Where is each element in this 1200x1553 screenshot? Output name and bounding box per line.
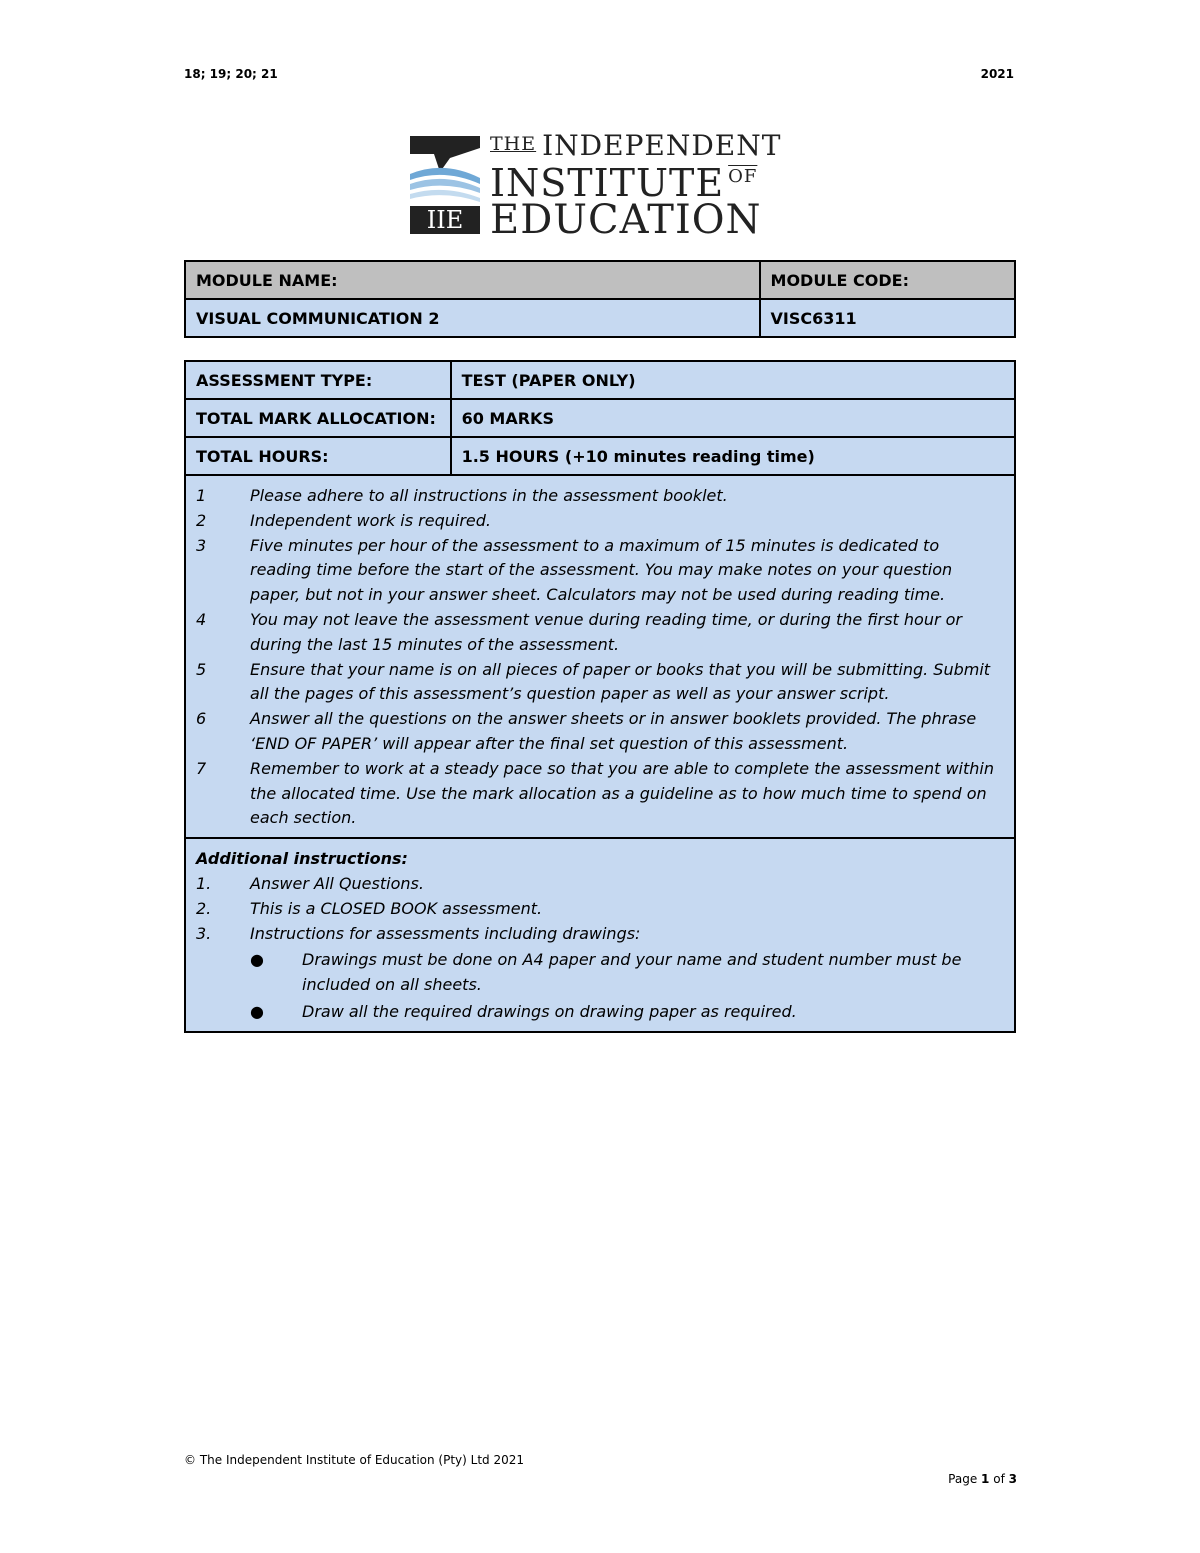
instruction-item: 7 Remember to work at a steady pace so that you are able to complete the assessment within the allocated time. Use the mark allocation as a guideline as to how much time to spend on each section. — [196, 758, 994, 828]
total-mark-label: TOTAL MARK ALLOCATION: — [185, 399, 451, 437]
header-year: 2021 — [980, 67, 1014, 81]
assessment-row — [185, 399, 1015, 437]
assessment-row — [185, 361, 1015, 399]
instruction-item: 6 Answer all the questions on the answer sheets or in answer booklets provided. The phrase ‘END OF PAPER’ will appear after the final set question of this assessment. — [196, 709, 977, 753]
bullet-item: ● Drawings must be done on A4 paper and your name and student number must be included on all sheets. — [250, 948, 1004, 998]
total-hours-label: TOTAL HOURS: — [185, 437, 451, 475]
module-code-value: VISC6311 — [760, 299, 1015, 337]
total-hours-value: 1.5 HOURS (+10 minutes reading time) — [451, 437, 1015, 475]
additional-item: 3. Instructions for assessments including drawings: — [196, 923, 641, 943]
instruction-item: 3 Five minutes per hour of the assessment to a maximum of 15 minutes is dedicated to reading time before the start of the assessment. You may make notes on your question paper, but not in your answer sheet. Calculators may not be used during reading time. — [196, 535, 953, 605]
instruction-item: 2 Independent work is required. — [196, 510, 491, 530]
module-name-value: VISUAL COMMUNICATION 2 — [185, 299, 760, 337]
additional-instructions-title: Additional instructions: — [196, 849, 408, 869]
logo-line3: EDUCATION — [490, 197, 762, 243]
assessment-type-value: TEST (PAPER ONLY) — [451, 361, 1015, 399]
instruction-item: 1 Please adhere to all instructions in the assessment booklet. — [196, 486, 728, 505]
assessment-type-label: ASSESSMENT TYPE: — [185, 361, 451, 399]
additional-item: 1. Answer All Questions. — [196, 873, 424, 893]
bullet-icon: ● — [250, 1001, 264, 1021]
svg-text:IIE: IIE — [426, 206, 464, 234]
total-mark-value: 60 MARKS — [451, 399, 1015, 437]
logo-line2: INSTITUTE — [490, 161, 725, 205]
bullet-item: ● Draw all the required drawings on drawing paper as required. — [250, 1000, 1004, 1025]
logo-the: THE — [490, 133, 537, 155]
instructions-cell — [185, 475, 1015, 838]
module-table — [184, 260, 1016, 338]
bullet-icon: ● — [250, 950, 264, 970]
iie-logo — [410, 129, 790, 243]
logo-of: OF — [728, 166, 758, 187]
instruction-item: 5 Ensure that your name is on all pieces of paper or books that you will be submitting. Submit all the pages of this assessment’s question paper as well as your answer script. — [196, 659, 991, 704]
page-number: Page 1 of 3 — [948, 1472, 1017, 1486]
additional-instructions-cell — [185, 838, 1015, 1032]
header-codes: 18; 19; 20; 21 — [184, 67, 278, 81]
logo-line1: INDEPENDENT — [542, 129, 782, 162]
additional-item: 2. This is a CLOSED BOOK assessment. — [196, 898, 543, 918]
assessment-table — [184, 360, 1016, 1033]
module-name-label: MODULE NAME: — [185, 261, 760, 299]
assessment-row — [185, 437, 1015, 475]
instruction-item: 4 You may not leave the assessment venue during reading time, or during the first hour or during the last 15 minutes of the assessment. — [196, 609, 962, 654]
footer-copyright: © The Independent Institute of Education (Pty) Ltd 2021 — [184, 1453, 524, 1467]
book-emblem-icon — [410, 132, 480, 234]
module-code-label: MODULE CODE: — [760, 261, 1015, 299]
